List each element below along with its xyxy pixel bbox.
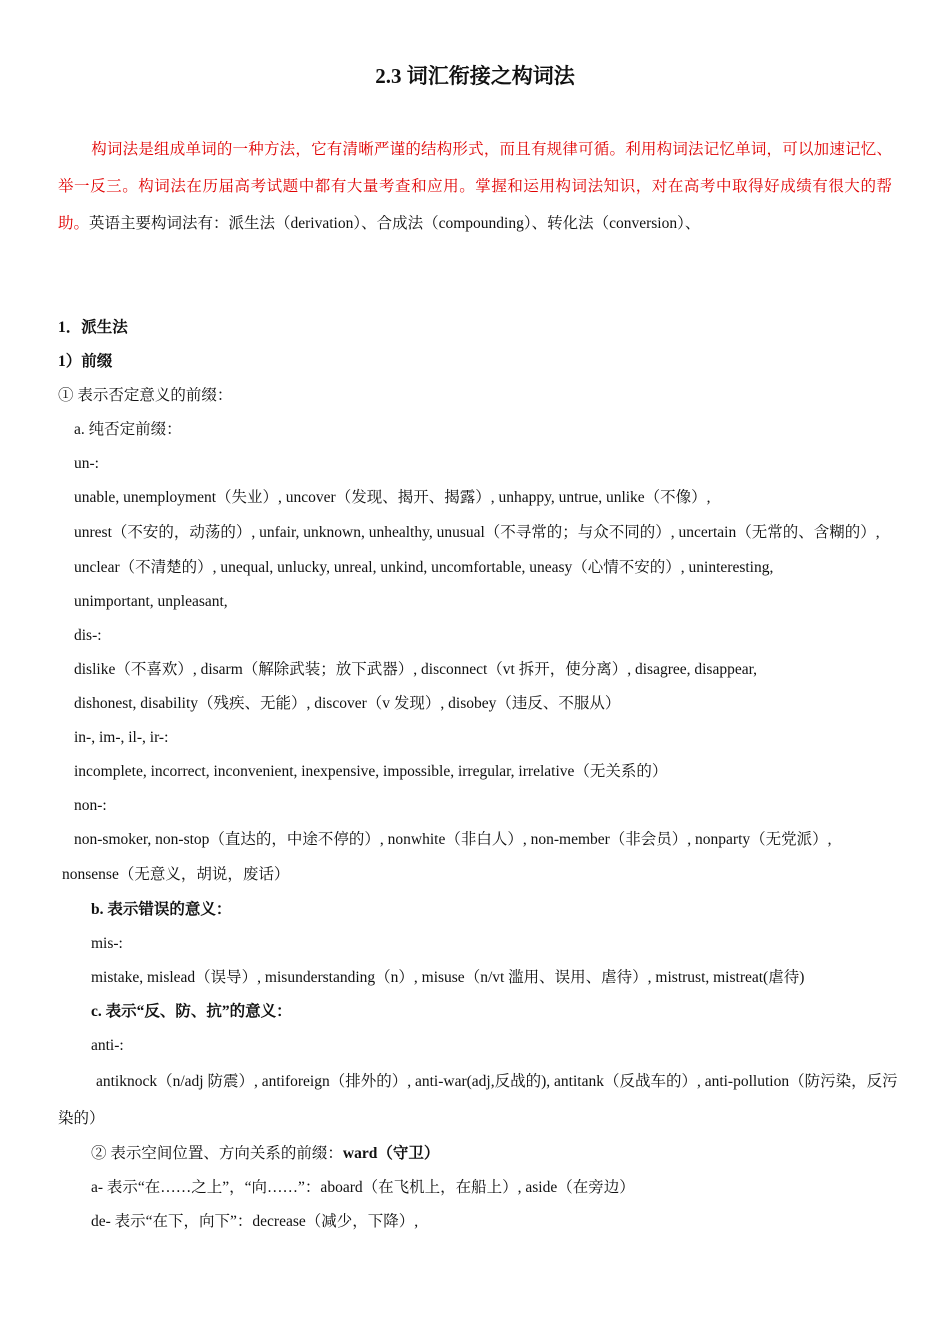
heading-pure-negative: a. 纯否定前缀： — [74, 421, 182, 438]
dis-examples-line-2: dishonest, disability（残疾、无能）, discover（v 发现）, disobey（违反、不服从） — [74, 695, 621, 712]
prefix-anti: anti-: — [91, 1037, 124, 1054]
prefix-non: non-: — [74, 797, 107, 814]
dis-examples-line-1: dislike（不喜欢）, disarm（解除武装；放下武器）, disconnect（vt 拆开，使分离）, disagree, disappear, — [74, 661, 758, 678]
intro-red-text: 构词法是组成单词的一种方法，它有清晰严谨的结构形式，而且有规律可循。利用构词法记忆单词，可以加速记忆、举一反三。构词法在历届高考试题中都有大量考查和应用。掌握和运用构词法知识，对在高考中取得好成绩有很大的帮助。 — [58, 141, 892, 232]
prefix-de-line: de- 表示“在下，向下”：decrease（减少，下降）, — [91, 1213, 419, 1230]
prefix-dis: dis-: — [74, 627, 102, 644]
prefix-un: un-: — [74, 455, 99, 472]
intro-paragraph — [58, 131, 892, 242]
section-derivation — [58, 311, 898, 1239]
un-examples-line-1: unable, unemployment（失业）, uncover（发现、揭开、揭露）, unhappy, untrue, unlike（不像）, — [74, 489, 711, 506]
prefix-mis: mis-: — [91, 935, 123, 952]
document-title: 2.3 词汇衔接之构词法 — [375, 64, 575, 88]
non-examples-line-1: non-smoker, non-stop（直达的，中途不停的）, nonwhite（非白人）, non-member（非会员）, nonparty（无党派）, — [74, 831, 832, 848]
mis-examples-line-1: mistake, mislead（误导）, misunderstanding（n）, misuse（n/vt 滥用、误用、虐待）, mistrust, mistreat(虐待) — [91, 969, 805, 986]
in-examples-line-1: incomplete, incorrect, inconvenient, inexpensive, impossible, irregular, irrelative（无关系的） — [74, 763, 668, 780]
un-examples-line-2: unrest（不安的，动荡的）, unfair, unknown, unhealthy, unusual（不寻常的；与众不同的）, uncertain（无常的、含糊的）, — [74, 524, 880, 541]
item-negative-prefixes: ① 表示否定意义的前缀： — [58, 387, 233, 404]
prefix-in: in-, im-, il-, ir-: — [74, 729, 169, 746]
heading-wrong-meaning: b. 表示错误的意义： — [91, 901, 232, 918]
item-spatial-bold: ward（守卫） — [342, 1145, 440, 1162]
prefix-a-line: a- 表示“在……之上”，“向……”：aboard（在飞机上，在船上）, aside（在旁边） — [91, 1179, 635, 1196]
heading-anti-meaning: c. 表示“反、防、抗”的意义： — [91, 1003, 292, 1020]
item-spatial-prefixes — [58, 1137, 898, 1171]
intro-black-text: 英语主要构词法有：派生法（derivation）、合成法（compounding）、转化法（conversion）、 — [89, 215, 701, 232]
non-examples-line-2: nonsense（无意义，胡说，废话） — [62, 866, 290, 883]
item-spatial-text: ② 表示空间位置、方向关系的前缀： — [91, 1145, 343, 1162]
un-examples-line-3: unclear（不清楚的）, unequal, unlucky, unreal, unkind, uncomfortable, uneasy（心情不安的）, uninteresting, — [74, 559, 774, 576]
section-heading: 1．派生法 — [58, 319, 128, 336]
un-examples-line-4: unimportant, unpleasant, — [74, 593, 228, 610]
anti-examples-line-1: antiknock（n/adj 防震）, antiforeign（排外的）, anti-war(adj,反战的), antitank（反战车的）, anti-pollution（防污染，反污染的） — [58, 1073, 898, 1127]
subsection-heading-prefix: 1）前缀 — [58, 353, 113, 370]
